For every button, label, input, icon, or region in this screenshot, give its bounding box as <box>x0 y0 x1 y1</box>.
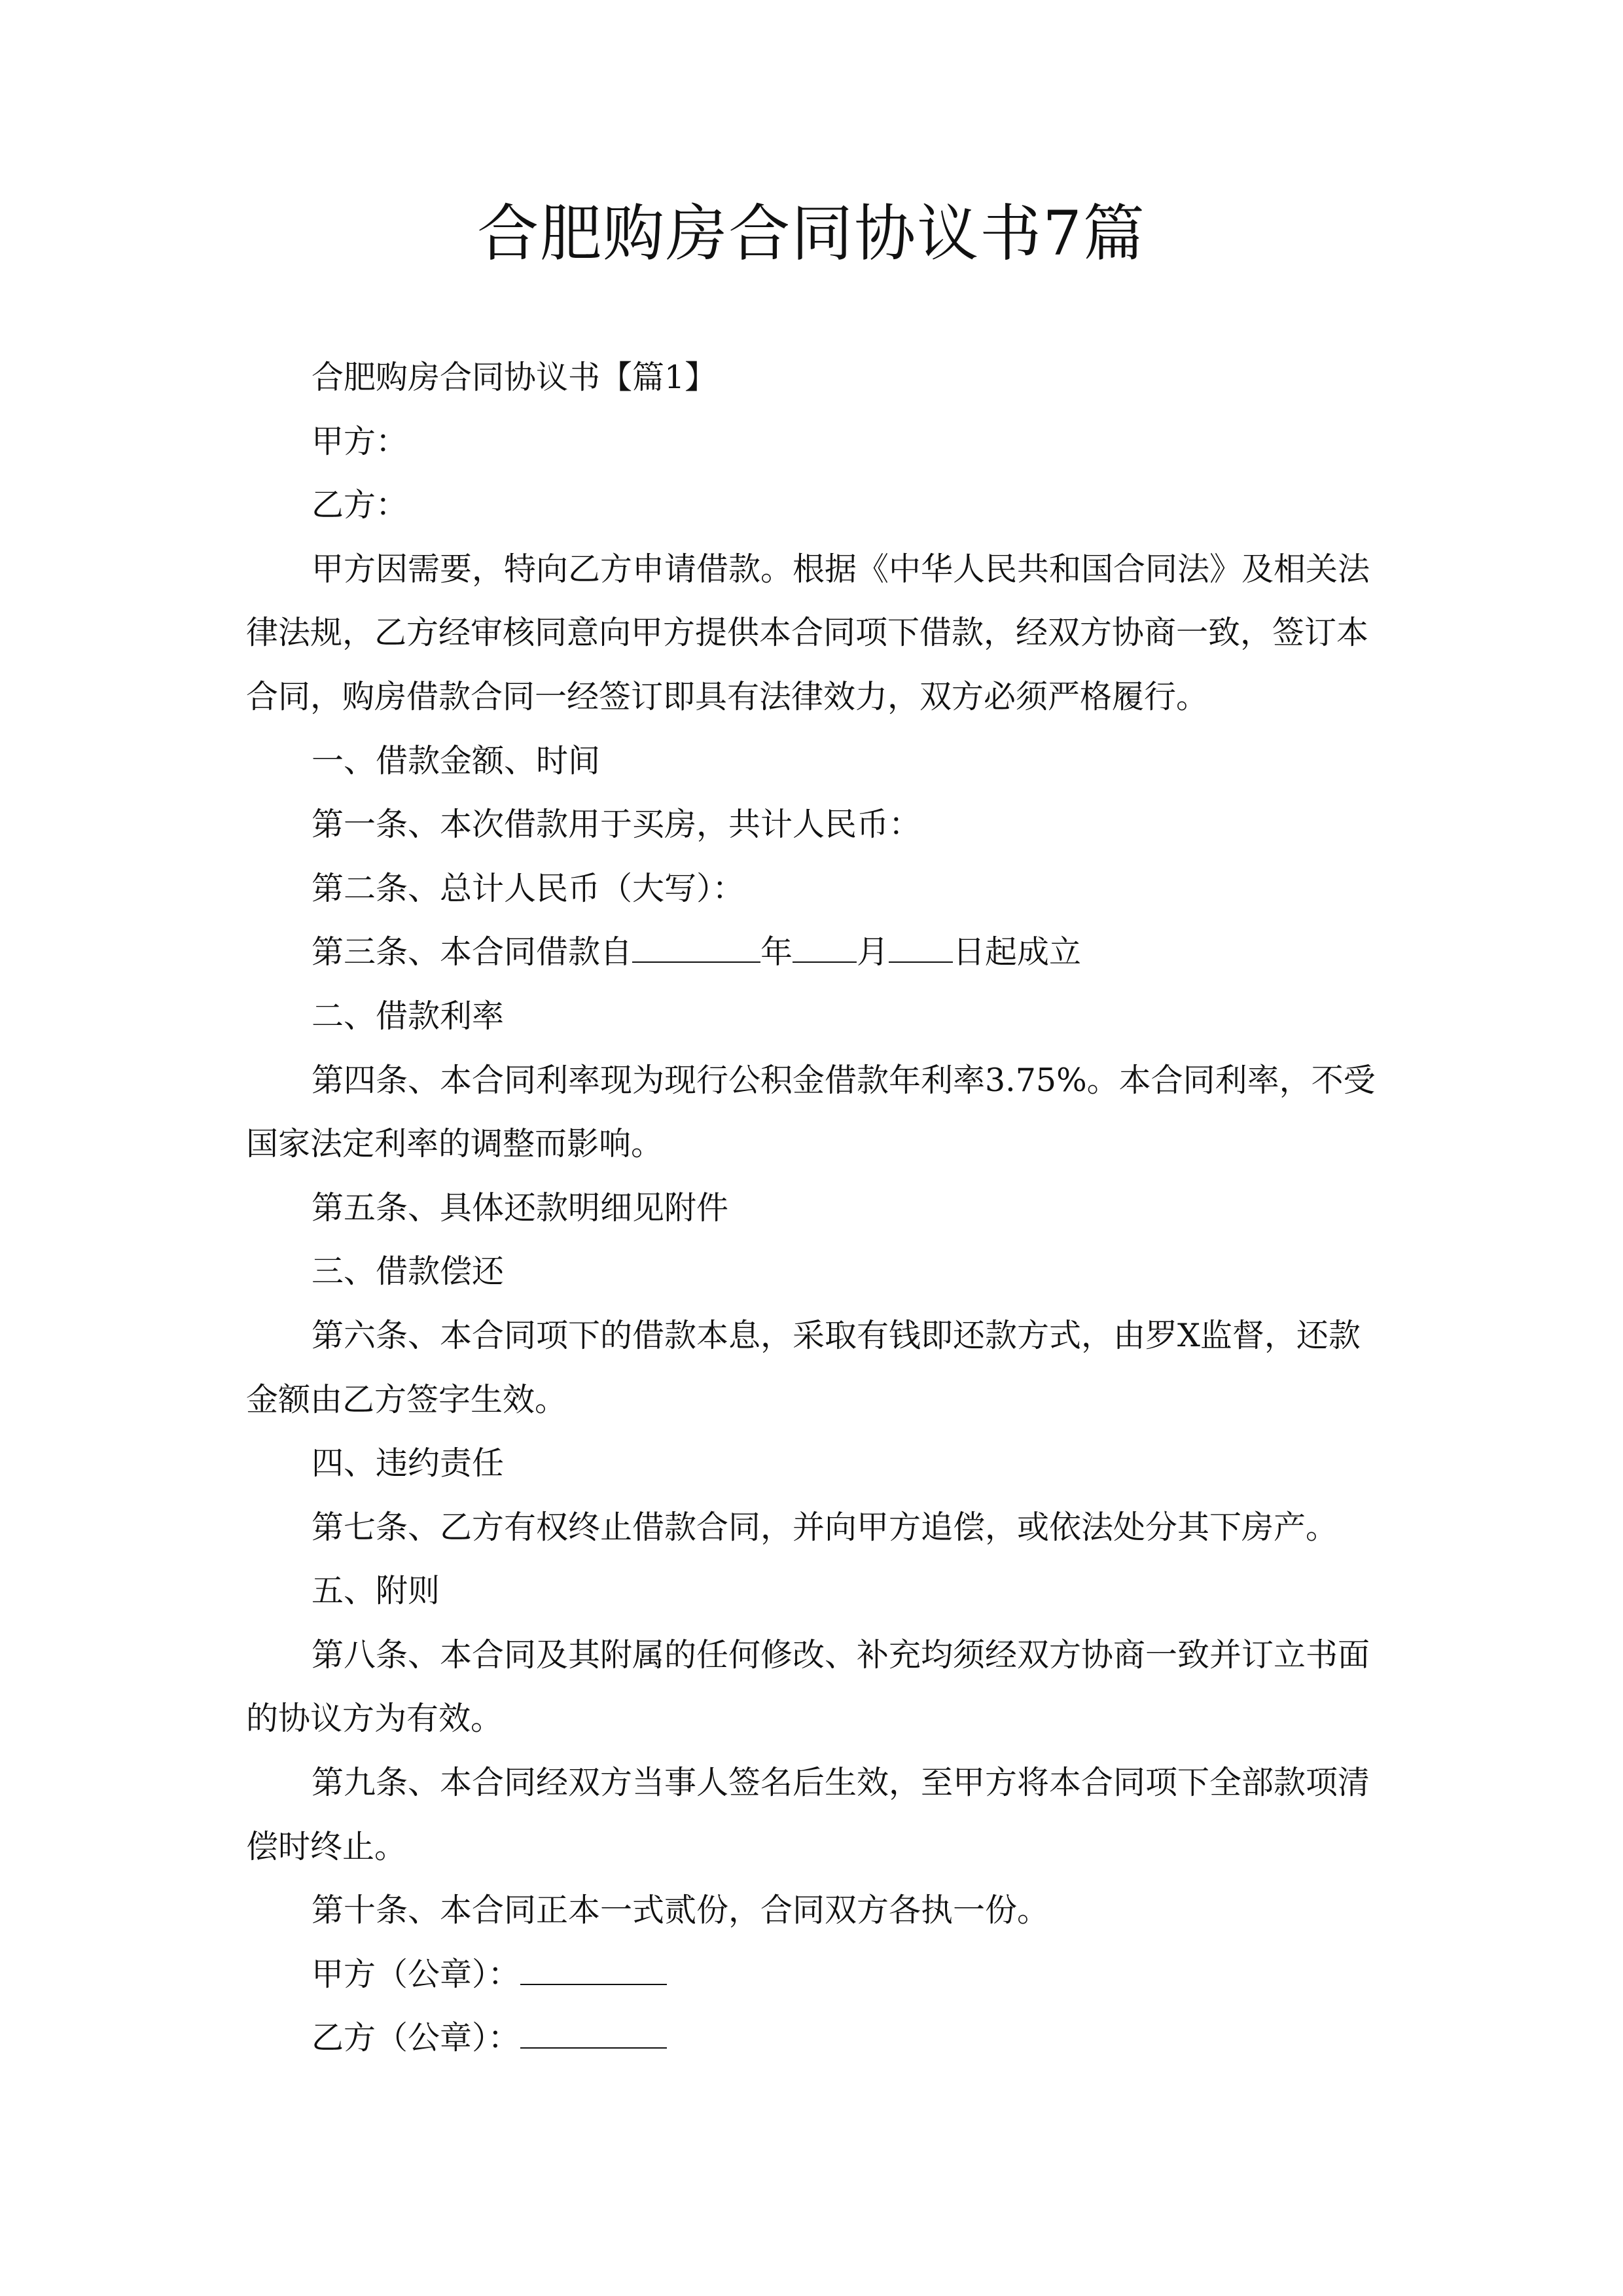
signature-a-blank <box>520 1946 667 1985</box>
article-8: 第八条、本合同及其附属的任何修改、补充均须经双方协商一致并订立书面 <box>312 1636 1370 1674</box>
party-a-line: 甲方： <box>312 422 408 460</box>
article-4: 国家法定利率的调整而影响。 <box>246 1125 664 1163</box>
article-1: 第一条、本次借款用于买房，共计人民币： <box>312 806 921 844</box>
article-4: 第四条、本合同利率现为现行公积金借款年利率3.75%。本合同利率，不受 <box>312 1061 1376 1099</box>
month-blank <box>793 924 857 963</box>
article-2: 第二条、总计人民币（大写）： <box>312 869 745 907</box>
intro-line: 律法规，乙方经审核同意向甲方提供本合同项下借款，经双方协商一致，签订本 <box>246 614 1369 652</box>
section-3-heading: 三、借款偿还 <box>312 1253 505 1291</box>
section-heading: 合肥购房合同协议书【篇1】 <box>312 359 717 396</box>
article-9: 偿时终止。 <box>246 1827 407 1865</box>
signature-b: 乙方（公章）： <box>246 2006 1378 2070</box>
section-4-heading: 四、违约责任 <box>312 1444 505 1482</box>
article-10: 第十条、本合同正本一式贰份，合同双方各执一份。 <box>312 1892 1050 1929</box>
article-6: 金额由乙方签字生效。 <box>246 1380 567 1418</box>
party-b-line: 乙方： <box>312 486 408 524</box>
article-8: 的协议方为有效。 <box>246 1700 503 1738</box>
section-5-heading: 五、附则 <box>312 1572 440 1610</box>
intro-line: 合同，购房借款合同一经签订即具有法律效力，双方必须严格履行。 <box>246 677 1209 715</box>
section-1-heading: 一、借款金额、时间 <box>312 742 601 780</box>
article-3: 第三条、本合同借款自 年 月 日起成立 <box>246 920 1378 984</box>
document-title: 合肥购房合同协议书7篇 <box>477 198 1146 270</box>
section-2-heading: 二、借款利率 <box>312 997 505 1035</box>
intro-line: 甲方因需要，特向乙方申请借款。根据《中华人民共和国合同法》及相关法 <box>312 550 1370 588</box>
article-5: 第五条、具体还款明细见附件 <box>312 1189 729 1227</box>
year-blank <box>632 924 760 963</box>
article-6: 第六条、本合同项下的借款本息，采取有钱即还款方式，由罗X监督，还款 <box>312 1316 1361 1354</box>
document-body <box>246 346 1378 2070</box>
signature-a: 甲方（公章）： <box>246 1943 1378 2007</box>
signature-b-blank <box>520 2009 667 2049</box>
day-blank <box>889 924 953 963</box>
article-7: 第七条、乙方有权终止借款合同，并向甲方追偿，或依法处分其下房产。 <box>312 1508 1338 1546</box>
article-9: 第九条、本合同经双方当事人签名后生效，至甲方将本合同项下全部款项清 <box>312 1764 1370 1802</box>
